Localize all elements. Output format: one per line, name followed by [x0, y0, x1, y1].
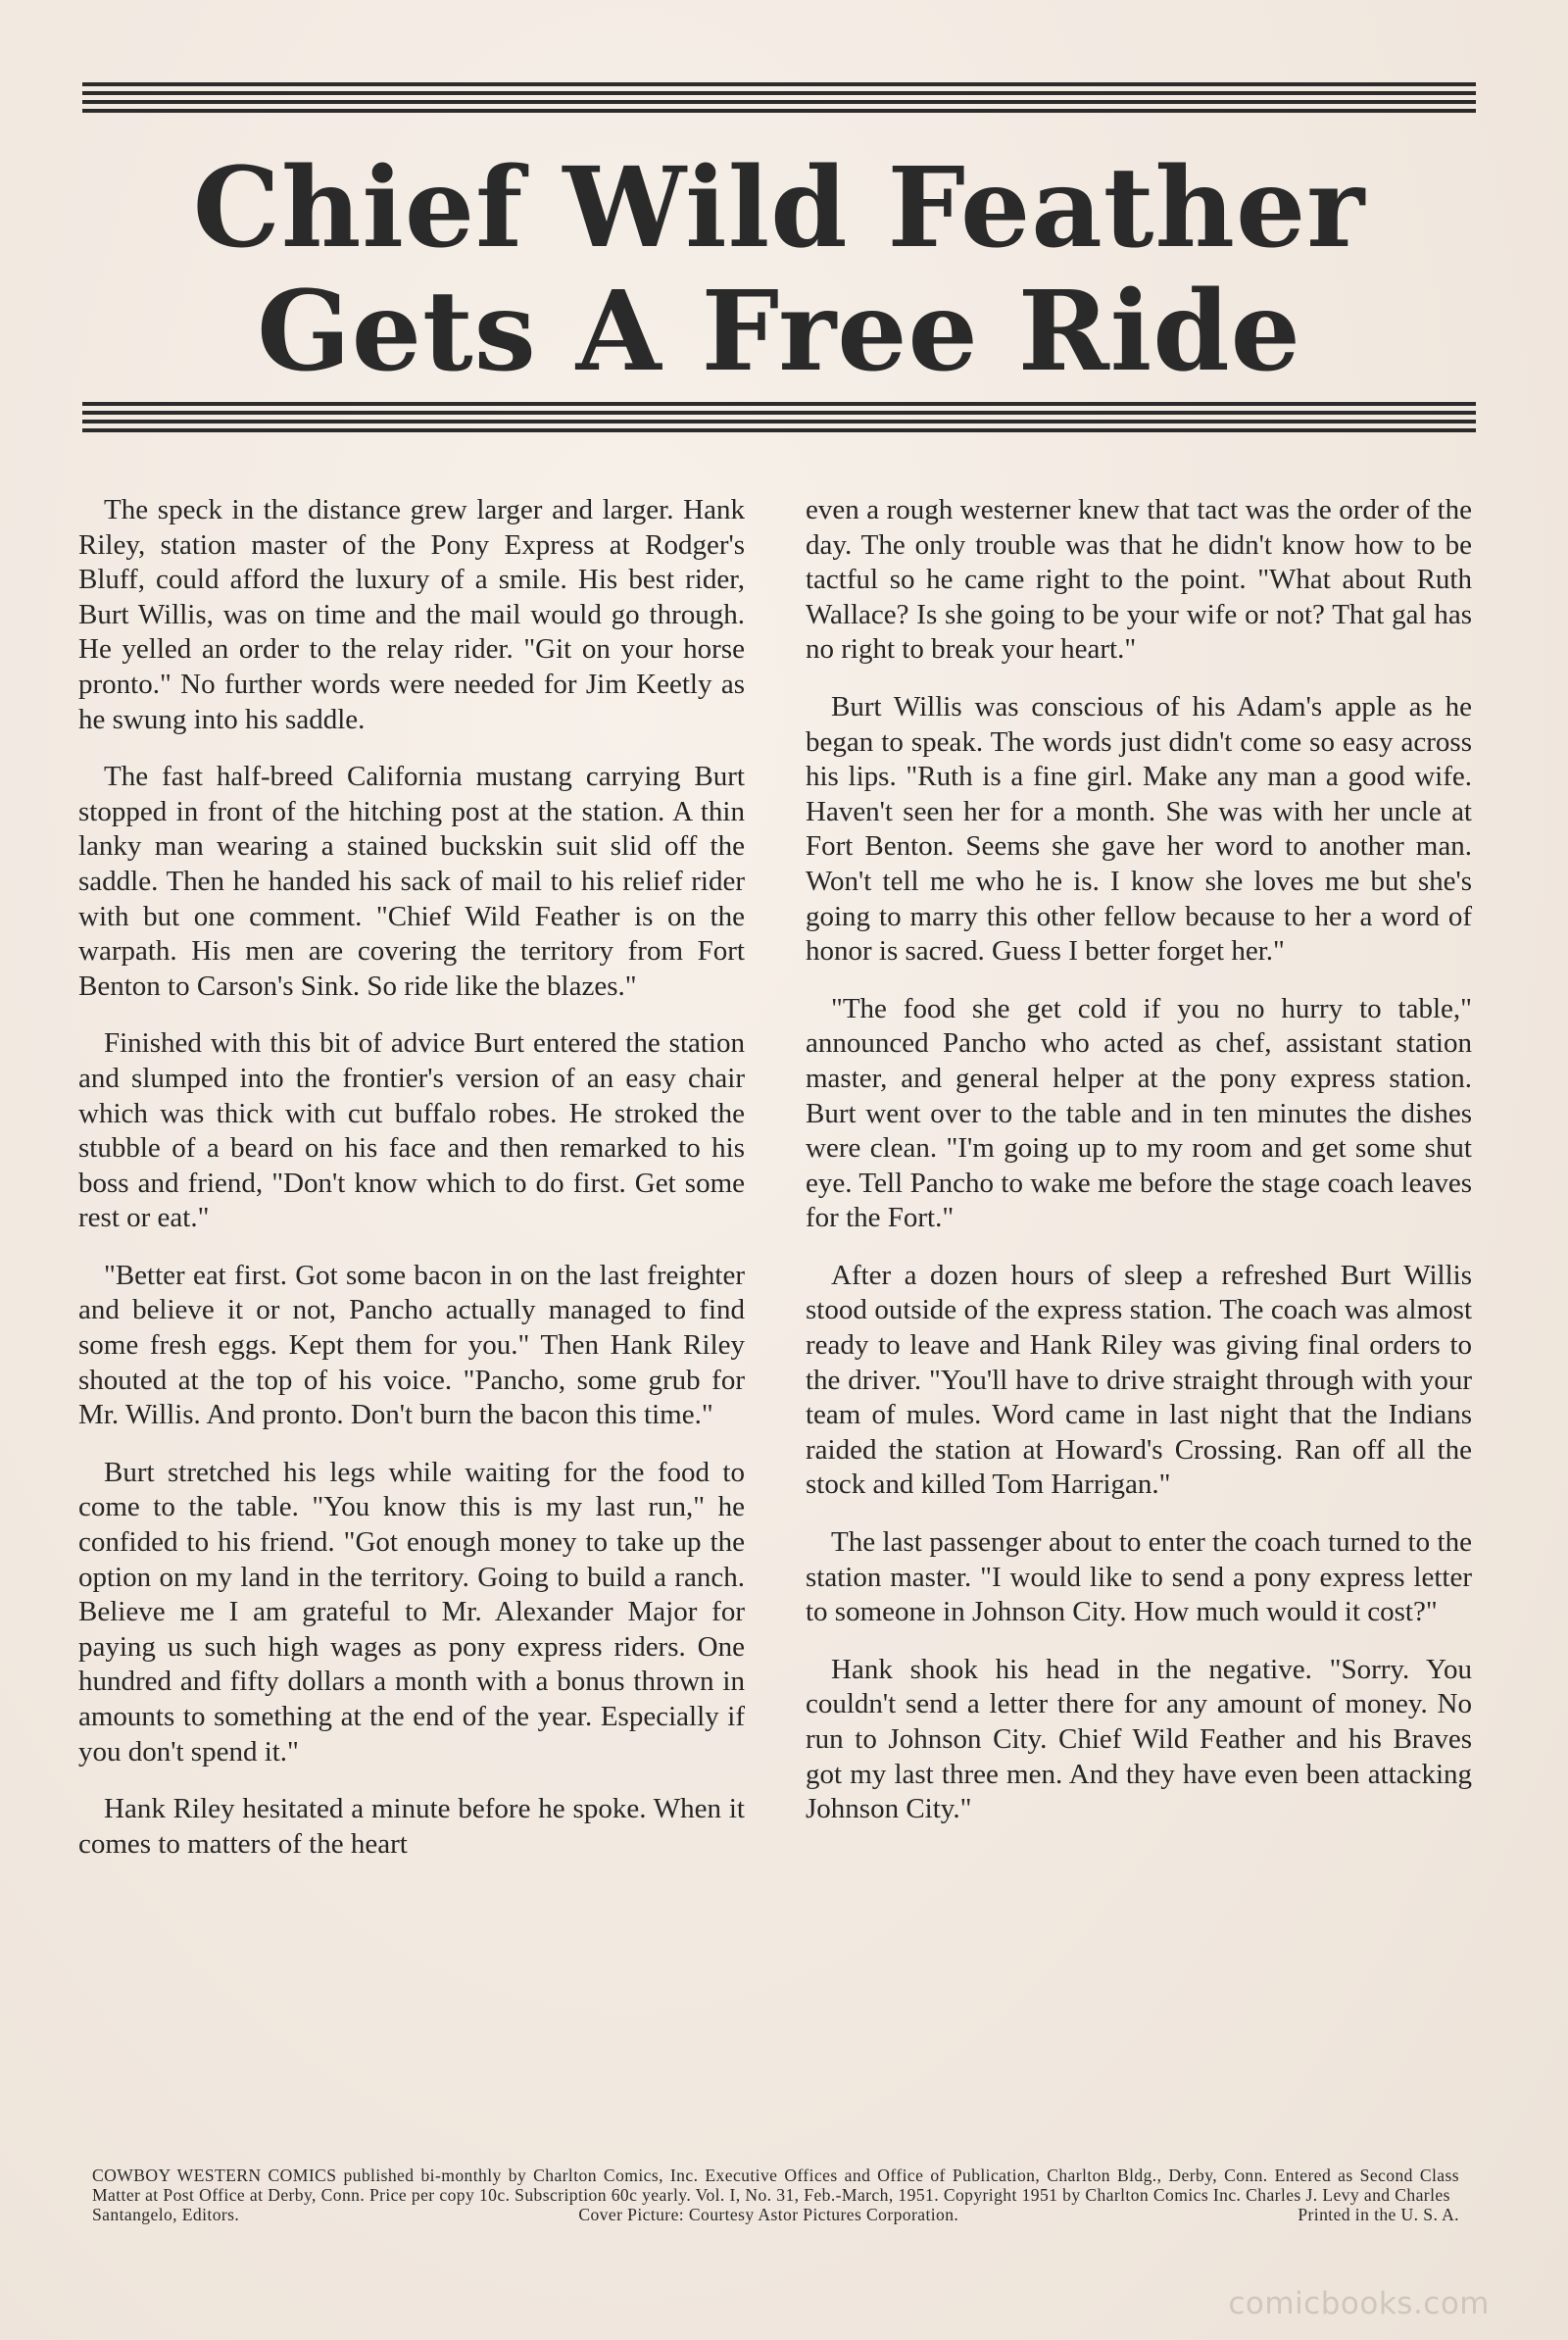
title-line-2: Gets A Free Ride — [257, 268, 1301, 396]
indicia-last-line — [92, 2206, 1459, 2225]
title-line-1: Chief Wild Feather — [192, 144, 1366, 273]
paragraph-continuation: even a rough westerner knew that tact was the order of the day. The only trouble was that he didn't know how to be tactful so he came right to the point. "What about Ruth Wallace? Is she going to be your wife or not? That gal has no right to break your heart." — [806, 494, 1472, 666]
indicia-printed: Printed in the U. S. A. — [1298, 2204, 1459, 2224]
paragraph: Burt stretched his legs while waiting for the food to come to the table. "You know this is my last run," he confided to his friend. "Got enough money to take up the option on my land in the territory. Going to build a ranch. Believe me I am grateful to Mr. Alexander Major for paying us such high wages as pony express riders. One hundred and fifty dollars a month with a bonus thrown in amounts to something at the end of the year. Especially if you don't spend it." — [78, 1456, 745, 1767]
bottom-rule — [82, 402, 1476, 437]
paragraph: The fast half-breed California mustang carrying Burt stopped in front of the hitching post at the station. A thin lanky man wearing a stained buckskin suit slid off the saddle. Then he handed his sack of mail to his relief rider with but one comment. "Chief Wild Feather is on the warpath. His men are covering the territory from Fort Benton to Carson's Sink. So ride like the blazes." — [78, 761, 745, 1002]
paragraph: The speck in the distance grew larger and larger. Hank Riley, station master of the Pony Express at Rodger's Bluff, could afford the luxury of a smile. His best rider, Burt Willis, was on time and the mail would go through. He yelled an order to the relay rider. "Git on your horse pronto." No further words were needed for Jim Keetly as he swung into his saddle. — [78, 494, 745, 735]
indicia-editors: Santangelo, Editors. — [92, 2204, 240, 2224]
right-column — [806, 493, 1472, 1827]
paragraph: "Better eat first. Got some bacon in on the last freighter and believe it or not, Pancho actually managed to find some fresh eggs. Kept them for you." Then Hank Riley shouted at the top of his voice. "Pancho, some grub for Mr. Willis. And pronto. Don't burn the bacon this time." — [78, 1259, 745, 1431]
site-watermark: comicbooks.com — [1228, 2286, 1490, 2321]
paragraph: Burt Willis was conscious of his Adam's apple as he began to speak. The words just didn't come so easy across his lips. "Ruth is a fine girl. Make any man a good wife. Haven't seen her for a month. She was with her uncle at Fort Benton. Seems she gave her word to another man. Won't tell me who he is. I know she loves me but she's going to marry this other fellow because to her a word of honor is sacred. Guess I better forget her." — [806, 690, 1472, 968]
paragraph: Finished with this bit of advice Burt entered the station and slumped into the frontier's version of an easy chair which was thick with cut buffalo robes. He stroked the stubble of a beard on his face and then remarked to his boss and friend, "Don't know which to do first. Get some rest or eat." — [78, 1027, 745, 1234]
paragraph: "The food she get cold if you no hurry to table," announced Pancho who acted as chef, assistant station master, and general helper at the pony express station. Burt went over to the table and in ten minutes the dishes were clean. "I'm going up to my room and get some shut eye. Tell Pancho to wake me before the stage coach leaves for the Fort." — [806, 992, 1472, 1234]
paragraph: After a dozen hours of sleep a refreshed Burt Willis stood outside of the express station. The coach was almost ready to leave and Hank Riley was giving final orders to the driver. "You'll have to drive straight through with your team of mules. Word came in last night that the Indians raided the station at Howard's Crossing. Ran off all the stock and killed Tom Harrigan." — [806, 1259, 1472, 1501]
paragraph: The last passenger about to enter the coach turned to the station master. "I would like to send a pony express letter to someone in Johnson City. How much would it cost?" — [806, 1526, 1472, 1628]
top-rule — [82, 82, 1476, 118]
story-title — [82, 144, 1476, 396]
indicia-text: COWBOY WESTERN COMICS published bi-monthly by Charlton Comics, Inc. Executive Offices and Office of Publication, Charlton Bldg., Derby, Conn. Entered as Second Class Matter at Post Office at Derby, Conn. Price per copy 10c. Subscription 60c yearly. Vol. I, No. 31, Feb.-March, 1951. Copyright 1951 by Charlton Comics Inc. Charles J. Levy and Charles — [92, 2166, 1459, 2205]
left-column — [78, 493, 745, 1862]
paragraph: Hank shook his head in the negative. "Sorry. You couldn't send a letter there for any amount of money. No run to Johnson City. Chief Wild Feather and his Braves got my last three men. And they have even been attacking Johnson City." — [806, 1653, 1472, 1825]
publication-indicia — [92, 2166, 1459, 2224]
paragraph: Hank Riley hesitated a minute before he spoke. When it comes to matters of the heart — [78, 1793, 745, 1860]
indicia-cover-credit: Cover Picture: Courtesy Astor Pictures Corporation. — [578, 2204, 959, 2224]
